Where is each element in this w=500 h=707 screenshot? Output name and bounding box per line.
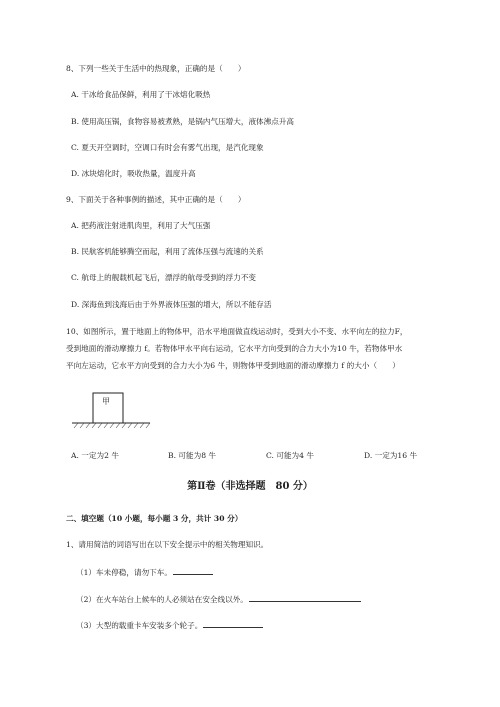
fill-q1-item-3-text: （3）大型的载重卡车安装多个轮子。: [76, 621, 203, 630]
fill-q1-stem: 1、请用简洁的词语写出在以下安全提示中的相关物理知识。: [66, 540, 269, 549]
q10-figure: [68, 390, 154, 430]
q8-option-a: A. 干冰给食品保鲜，利用了干冰熔化吸热: [71, 90, 211, 99]
answer-blank-2[interactable]: [249, 594, 361, 602]
q8-option-d: D. 冰块熔化时，吸收热量，温度升高: [71, 169, 196, 178]
answer-blank-3[interactable]: [203, 620, 263, 628]
q9-option-c: C. 航母上的舰载机起飞后，漂浮的航母受到的浮力不变: [71, 273, 257, 282]
fill-q1-item-3: [76, 620, 263, 630]
block-jia-label: 甲: [102, 397, 110, 406]
q9-option-d: D. 深海鱼到浅海后由于外界液体压强的增大，所以不能存活: [71, 300, 272, 309]
q10-option-c: C. 可能为4 牛: [266, 451, 314, 460]
q10-text-line1: 10、如图所示，置于地面上的物体甲，沿水平地面做直线运动时，受到大小不变、水平向左的拉力F，: [66, 327, 408, 336]
section-heading-fill-in: 二、填空题（10 小题，每小题 3 分，共计 30 分）: [66, 514, 243, 523]
part2-title: 第Ⅱ卷（非选择题 80 分）: [187, 481, 313, 492]
q10-option-a: A. 一定为2 牛: [71, 451, 119, 460]
q10-text-line2: 受到地面的滑动摩擦力 f。若物体甲水平向右运动，它水平方向受到的合力大小为10 牛，若物体甲水: [66, 344, 403, 353]
q8-stem: 8、下列一些关于生活中的热现象，正确的是（ ）: [66, 64, 246, 73]
q8-option-c: C. 夏天开空调时，空调口有时会有雾气出现，是汽化现象: [71, 143, 264, 152]
fill-q1-item-1: [76, 567, 213, 577]
ground-hatching: [74, 423, 150, 428]
q10-option-d: D. 一定为16 牛: [364, 451, 418, 460]
q10-text-line3: 平向左运动，它水平方向受到的合力大小为6 牛，则物体甲受到地面的滑动摩擦力 f 的大小（ ）: [66, 361, 400, 370]
q10-option-b: B. 可能为8 牛: [168, 451, 217, 460]
fill-q1-item-2-text: （2）在火车站台上候车的人必须站在安全线以外。: [76, 595, 248, 604]
fill-q1-item-1-text: （1）车未停稳，请勿下车。: [76, 568, 172, 577]
q9-option-b: B. 民航客机能够腾空而起，利用了流体压强与流速的关系: [71, 247, 264, 256]
q9-stem: 9、下面关于各种事例的描述，其中正确的是（ ）: [66, 195, 246, 204]
q9-option-a: A. 把药液注射进肌肉里，利用了大气压强: [71, 221, 211, 230]
fill-q1-item-2: [76, 594, 361, 604]
answer-blank-1[interactable]: [173, 567, 213, 575]
q8-option-b: B. 使用高压锅，食物容易被煮熟，是锅内气压增大，液体沸点升高: [71, 117, 295, 126]
